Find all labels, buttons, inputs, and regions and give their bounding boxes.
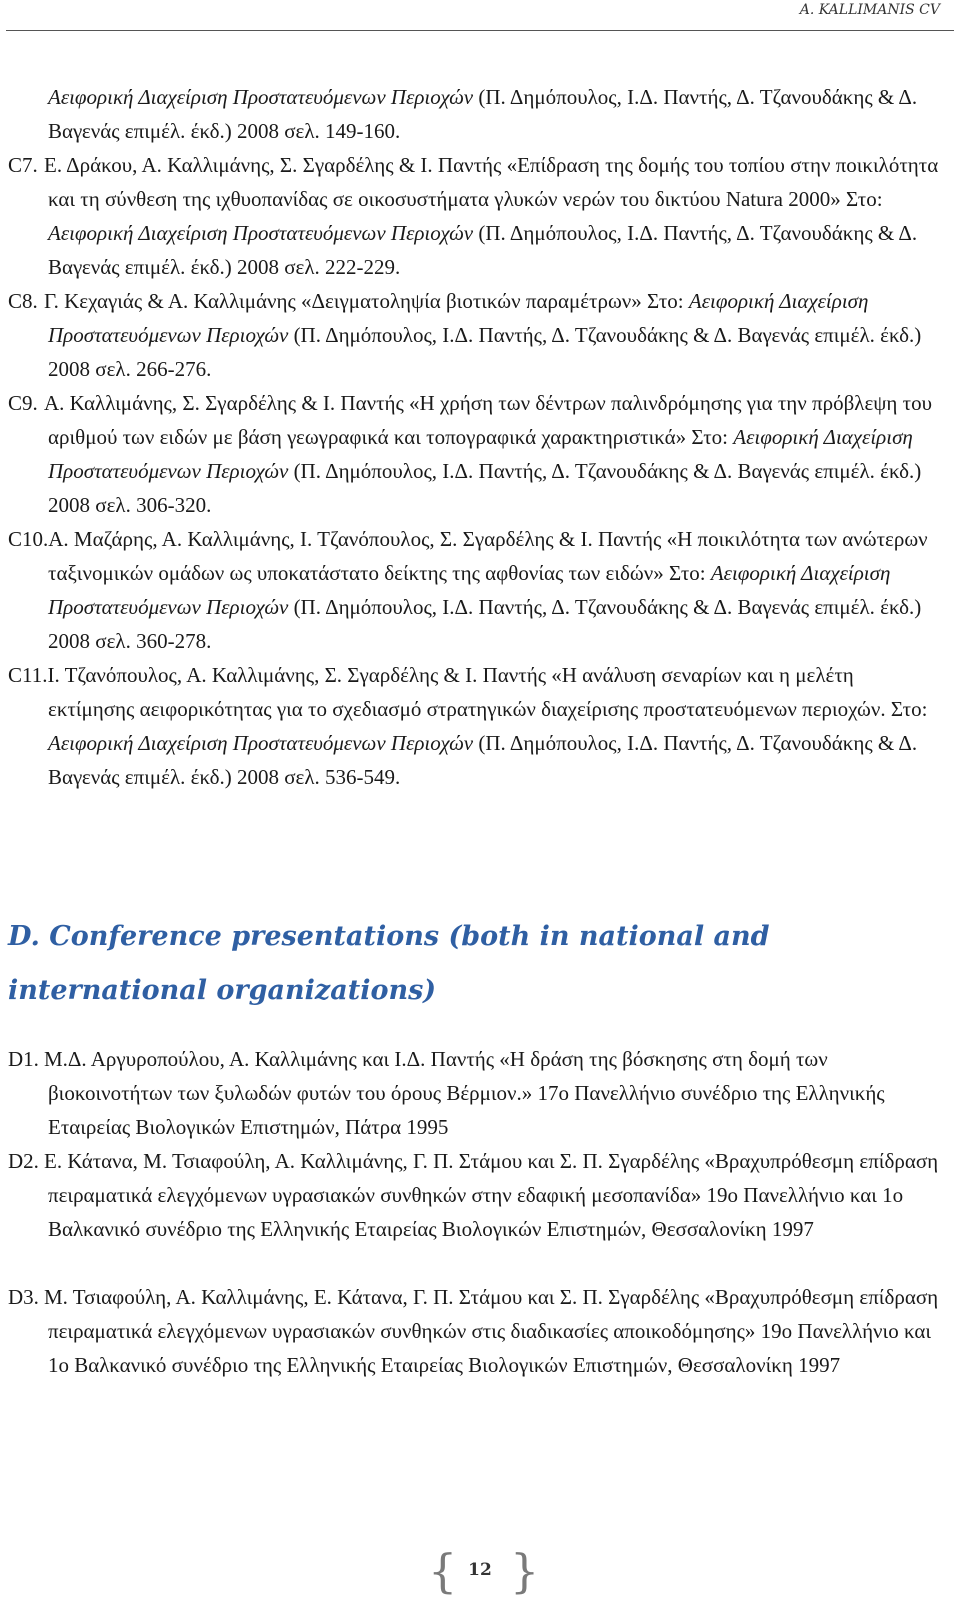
right-brace-ornament: } — [510, 1544, 540, 1598]
entry-venue: Αειφορική Διαχείριση Προστατευόμενων Περιοχών — [48, 289, 869, 347]
entry-d1 — [8, 1042, 940, 1144]
entry-venue: Αειφορική Διαχείριση Προστατευόμενων Περιοχών — [48, 731, 474, 755]
entry-text: Ε. Κάτανα, Μ. Τσιαφούλη, Α. Καλλιμάνης, Γ. Π. Στάμου και Σ. Π. Σγαρδέλης «Βραχυπρόθεσμη επίδραση πειραματικά ελεγχόμενων υγρασιακών συνθηκών στην εδαφική μεσοπανίδα» 19ο Πανελλήνιο και 1ο Βαλκανικό συνέδριο της Ελληνικής Εταιρείας Βιολογικών Επιστημών, Θεσσαλονίκη 1997 — [44, 1149, 939, 1241]
entry-number: C8. — [8, 289, 38, 313]
entry-authors-title: Α. Καλλιμάνης, Σ. Σγαρδέλης & Ι. Παντής «Η χρήση των δέντρων παλινδρόμησης για την πρόβλεψη του αριθμού των ειδών με βάση γεωγραφικά και τοπογραφικά χαρακτηριστικά» Στο: — [44, 391, 932, 449]
entry-editors: (Π. Δημόπουλος, Ι.Δ. Παντής, Δ. Τζανουδάκης & Δ. Βαγενάς επιμέλ. έκδ.) 2008 σελ. 536-549. — [48, 731, 918, 789]
entry-number: D2. — [8, 1149, 39, 1173]
entry-text: Μ.Δ. Αργυροπούλου, Α. Καλλιμάνης και Ι.Δ. Παντής «Η δράση της βόσκησης στη δομή των βιοκοινοτήτων των ξυλωδών φυτών του όρους Βέρμιον.» 17ο Πανελλήνιο συνέδριο της Ελληνικής Εταιρείας Βιολογικών Επιστημών, Πάτρα 1995 — [44, 1047, 885, 1139]
entry-authors-title: Ε. Δράκου, Α. Καλλιμάνης, Σ. Σγαρδέλης & Ι. Παντής «Επίδραση της δομής του τοπίου στην ποικιλότητα και τη σύνθεση της ιχθυοπανίδας σε οικοσυστήματα γλυκών νερών του δικτύου Natura 2000» Στο: — [44, 153, 939, 211]
entry-number: C9. — [8, 391, 38, 415]
entry-editors: (Π. Δημόπουλος, Ι.Δ. Παντής, Δ. Τζανουδάκης & Δ. Βαγενάς επιμέλ. έκδ.) 2008 σελ. 360-278. — [48, 595, 922, 653]
entry-number: C7. — [8, 153, 38, 177]
entry-d2 — [8, 1144, 940, 1246]
page-footer — [0, 1544, 960, 1598]
entry-c11 — [8, 658, 940, 794]
entry-venue: Αειφορική Διαχείριση Προστατευόμενων Περιοχών — [48, 85, 474, 109]
entry-editors: (Π. Δημόπουλος, Ι.Δ. Παντής, Δ. Τζανουδάκης & Δ. Βαγενάς επιμέλ. έκδ.) 2008 σελ. 266-276. — [48, 323, 922, 381]
entry-authors-title: Ι. Τζανόπουλος, Α. Καλλιμάνης, Σ. Σγαρδέλης & Ι. Παντής «Η ανάλυση σεναρίων και η μελέτη εκτίμησης αειφορικότητας για το σχεδιασμό στρατηγικών διαχείρισης προστατευόμενων περιοχών. Στο: — [47, 663, 928, 721]
section-d-heading: D. Conference presentations (both in national and international organizations) — [8, 921, 770, 1006]
entry-venue: Αειφορική Διαχείριση Προστατευόμενων Περιοχών — [48, 561, 891, 619]
entry-number: D3. — [8, 1285, 39, 1309]
entry-c7 — [8, 148, 940, 284]
entry-d3 — [8, 1280, 940, 1382]
left-brace-ornament: { — [428, 1544, 458, 1598]
header-label: A. KALLIMANIS CV — [799, 2, 940, 18]
entry-c10 — [8, 522, 940, 658]
header-rule — [6, 30, 954, 31]
entry-c9 — [8, 386, 940, 522]
entry-c8 — [8, 284, 940, 386]
page-number: 12 — [468, 1560, 492, 1580]
entry-number: C10. — [8, 527, 49, 551]
entry-c6-continuation — [8, 80, 940, 148]
entry-venue: Αειφορική Διαχείριση Προστατευόμενων Περιοχών — [48, 221, 474, 245]
entry-venue: Αειφορική Διαχείριση Προστατευόμενων Περιοχών — [48, 425, 913, 483]
entry-number: C11. — [8, 663, 48, 687]
entry-authors-title: Α. Μαζάρης, Α. Καλλιμάνης, Ι. Τζανόπουλος, Σ. Σγαρδέλης & Ι. Παντής «Η ποικιλότητα των ανώτερων ταξινομικών ομάδων ως υποκατάστατο δείκτης της αφθονίας των ειδών» Στο: — [48, 527, 928, 585]
entry-editors: (Π. Δημόπουλος, Ι.Δ. Παντής, Δ. Τζανουδάκης & Δ. Βαγενάς επιμέλ. έκδ.) 2008 σελ. 149-160. — [48, 85, 918, 143]
entry-editors: (Π. Δημόπουλος, Ι.Δ. Παντής, Δ. Τζανουδάκης & Δ. Βαγενάς επιμέλ. έκδ.) 2008 σελ. 222-229. — [48, 221, 918, 279]
entry-number: D1. — [8, 1047, 39, 1071]
entry-editors: (Π. Δημόπουλος, Ι.Δ. Παντής, Δ. Τζανουδάκης & Δ. Βαγενάς επιμέλ. έκδ.) 2008 σελ. 306-320. — [48, 459, 922, 517]
entry-text: Μ. Τσιαφούλη, Α. Καλλιμάνης, Ε. Κάτανα, Γ. Π. Στάμου και Σ. Π. Σγαρδέλης «Βραχυπρόθεσμη επίδραση πειραματικά ελεγχόμενων υγρασιακών συνθηκών στις διαδικασίες αποικοδόμησης» 19ο Πανελλήνιο και 1ο Βαλκανικό συνέδριο της Ελληνικής Εταιρείας Βιολογικών Επιστημών, Θεσσαλονίκη 1997 — [44, 1285, 939, 1377]
entry-authors-title: Γ. Κεχαγιάς & Α. Καλλιμάνης «Δειγματοληψία βιοτικών παραμέτρων» Στο: — [44, 289, 689, 313]
